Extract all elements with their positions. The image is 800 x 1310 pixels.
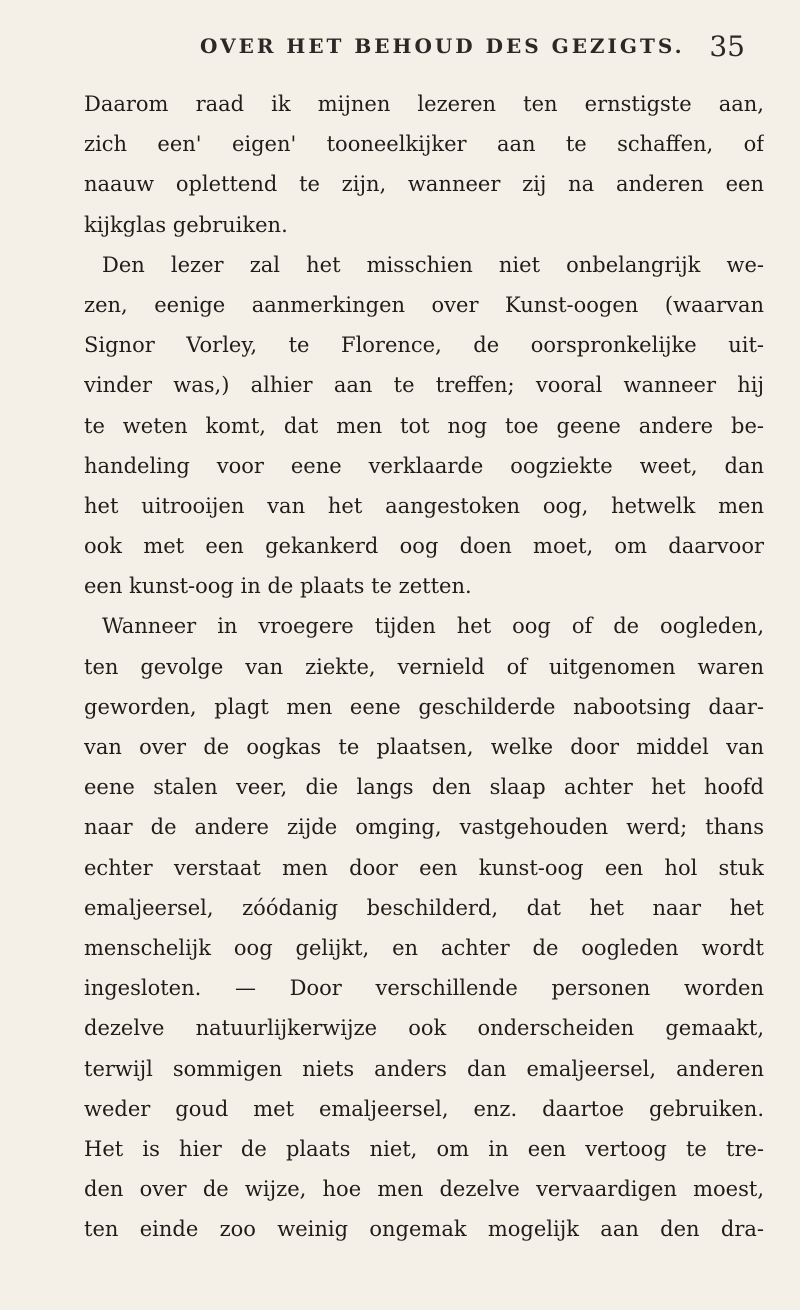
text-line: emaljeersel, zóódanig beschilderd, dat het naar het [84,895,764,920]
text-line: ingesloten. — Door verschillende personen worden [84,976,764,1001]
body-text [84,84,764,1249]
text-line: handeling voor eene verklaarde oogziekte weet, dan [84,453,764,478]
text-line: Het is hier de plaats niet, om in een vertoog te tre- [84,1136,764,1161]
text-line: terwijl sommigen niets anders dan emaljeersel, anderen [84,1056,764,1081]
text-line: ook met een gekankerd oog doen moet, om daarvoor [84,534,764,559]
text-line: ten gevolge van ziekte, vernield of uitgenomen waren [84,654,764,679]
running-head-title: OVER HET BEHOUD DES GEZIGTS. [200,34,685,58]
text-line: een kunst-oog in de plaats te zetten. [84,574,472,599]
text-line: het uitrooijen van het aangestoken oog, hetwelk men [84,493,764,518]
text-line: menschelijk oog gelijkt, en achter de oogleden wordt [84,935,764,960]
text-line: kijkglas gebruiken. [84,212,288,237]
text-line: te weten komt, dat men tot nog toe geene andere be- [84,413,764,438]
text-line: zich een' eigen' tooneelkijker aan te schaffen, of [84,132,764,157]
text-line: naauw oplettend te zijn, wanneer zij na anderen een [84,172,764,197]
text-line: ten einde zoo weinig ongemak mogelijk aan den dra- [84,1217,764,1242]
text-line: geworden, plagt men eene geschilderde nabootsing daar- [84,694,764,719]
text-line: vinder was,) alhier aan te treffen; vooral wanneer hij [84,373,764,398]
text-line: echter verstaat men door een kunst-oog een hol stuk [84,855,764,880]
running-head [0,30,800,70]
text-line: naar de andere zijde omging, vastgehouden werd; thans [84,815,764,840]
text-line: Daarom raad ik mijnen lezeren ten ernstigste aan, [84,92,764,116]
text-line: Den lezer zal het misschien niet onbelangrijk we- [102,252,764,277]
text-line: van over de oogkas te plaatsen, welke door middel van [84,735,764,759]
text-line: weder goud met emaljeersel, enz. daartoe gebruiken. [84,1096,764,1121]
page-number: 35 [709,30,745,63]
text-line: Signor Vorley, te Florence, de oorspronkelijke uit- [84,333,764,358]
text-line: zen, eenige aanmerkingen over Kunst-oogen (waarvan [84,292,764,317]
text-line: dezelve natuurlijkerwijze ook onderscheiden gemaakt, [84,1016,764,1041]
text-line: Wanneer in vroegere tijden het oog of de oogleden, [102,614,764,639]
text-line: den over de wijze, hoe men dezelve vervaardigen moest, [84,1177,764,1202]
text-line: eene stalen veer, die langs den slaap achter het hoofd [84,775,764,800]
